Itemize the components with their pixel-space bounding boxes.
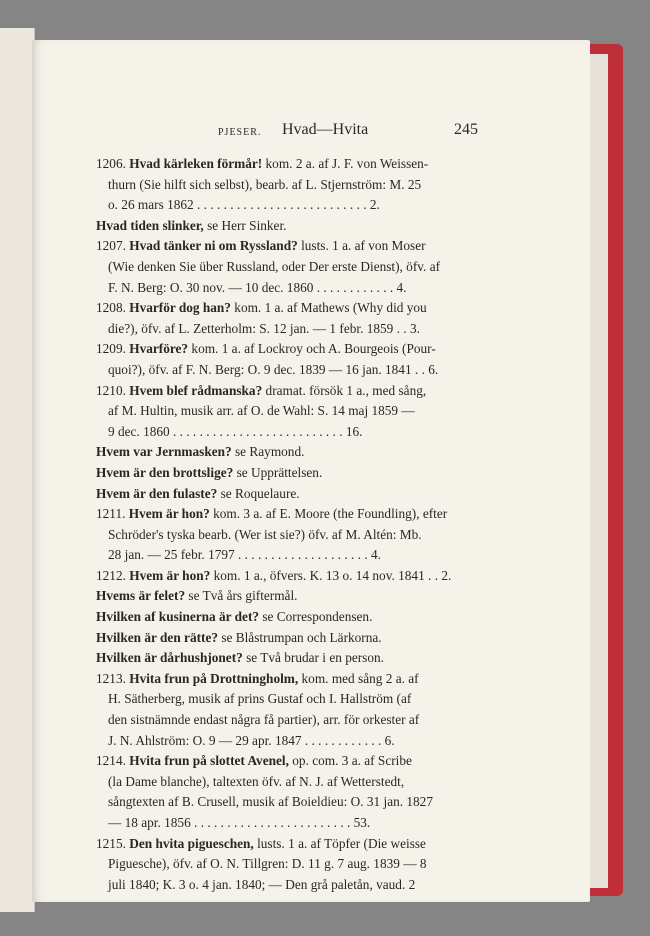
entry-title-line: 1206. Hvad kärleken förmår! kom. 2 a. af J. F. von Weissen- xyxy=(96,156,429,171)
entry-continuation-line: Schröder's tyska bearb. (Wer ist sie?) öfv. af M. Altén: Mb. xyxy=(108,526,422,542)
entry-title-line: 1207. Hvad tänker ni om Ryssland? lusts. 1 a. af von Moser xyxy=(96,238,426,254)
entry xyxy=(96,381,474,443)
entry-continuation-line: — 18 apr. 1856 . . . . . . . . . . . . . . . . . . . . . . . . 53. xyxy=(108,815,371,830)
entry xyxy=(96,236,474,298)
entry-continuation-line: 9 dec. 1860 . . . . . . . . . . . . . . . . . . . . . . . . . . 16. xyxy=(108,423,363,439)
entry-continuation-line: Piguesche), öfv. af O. N. Tillgren: D. 11 g. 7 aug. 1839 — 8 xyxy=(108,856,427,872)
page-number: 245 xyxy=(454,121,478,138)
entry-continuation-line: af M. Hultin, musik arr. af O. de Wahl: S. 14 maj 1859 — xyxy=(108,403,415,419)
entry-continuation-line: o. 26 mars 1862 . . . . . . . . . . . . . . . . . . . . . . . . . . 2. xyxy=(108,197,380,213)
entry-continuation-line: quoi?), öfv. af F. N. Berg: O. 9 dec. 1839 — 16 jan. 1841 . . 6. xyxy=(108,361,439,377)
entry-title-line: Hvem var Jernmasken? se Raymond. xyxy=(96,444,305,460)
entry xyxy=(96,628,474,649)
entry-title-line: Hvilken är dårhushjonet? se Två brudar i en person. xyxy=(96,650,384,666)
entry-list xyxy=(96,154,474,895)
entry-title-line: 1208. Hvarför dog han? kom. 1 a. af Mathews (Why did you xyxy=(96,300,427,316)
entry-title-line: 1213. Hvita frun på Drottningholm, kom. med sång 2 a. af xyxy=(96,670,419,686)
entry-title-line: Hvem är den fulaste? se Roquelaure. xyxy=(96,485,300,501)
entry-continuation-line: thurn (Sie hilft sich selbst), bearb. af L. Stjernström: M. 25 xyxy=(108,176,422,192)
entry-title-line: 1210. Hvem blef rådmanska? dramat. försök 1 a., med sång, xyxy=(96,382,427,398)
entry-title-line: 1211. Hvem är hon? kom. 3 a. af E. Moore (the Foundling), efter xyxy=(96,506,448,522)
entry xyxy=(96,339,474,380)
entry-continuation-line: den sistnämnde endast några få partier), arr. för orkester af xyxy=(108,712,420,728)
entry xyxy=(96,484,474,505)
header-title: Hvad—Hvita xyxy=(282,121,369,138)
header-section: PJESER. xyxy=(218,127,262,138)
entry-continuation-line: 28 jan. — 25 febr. 1797 . . . . . . . . . . . . . . . . . . . . 4. xyxy=(108,547,381,563)
entry-title-line: 1209. Hvarföre? kom. 1 a. af Lockroy och A. Bourgeois (Pour- xyxy=(96,341,436,357)
running-header xyxy=(218,121,478,143)
entry xyxy=(96,442,474,463)
entry-title-line: 1214. Hvita frun på slottet Avenel, op. com. 3 a. af Scribe xyxy=(96,753,412,769)
entry-title-line: 1212. Hvem är hon? kom. 1 a., öfvers. K. 13 o. 14 nov. 1841 . . 2. xyxy=(96,567,452,583)
entry-title-line: Hvem är den brottslige? se Upprättelsen. xyxy=(96,464,323,480)
entry xyxy=(96,751,474,833)
entry-continuation-line: F. N. Berg: O. 30 nov. — 10 dec. 1860 . . . . . . . . . . . . 4. xyxy=(108,279,407,295)
entry-continuation-line: H. Sätherberg, musik af prins Gustaf och I. Hallström (af xyxy=(108,691,412,707)
entry-continuation-line: (la Dame blanche), taltexten öfv. af N. J. af Wetterstedt, xyxy=(108,773,405,789)
entry-continuation-line: sångtexten af B. Crusell, musik af Boieldieu: O. 31 jan. 1827 xyxy=(108,794,433,810)
entry-title-line: 1215. Den hvita pigueschen, lusts. 1 a. af Töpfer (Die weisse xyxy=(96,835,426,851)
entry-continuation-line: die?), öfv. af L. Zetterholm: S. 12 jan. — 1 febr. 1859 . . 3. xyxy=(108,320,420,336)
entry-title-line: Hvems är felet? se Två års giftermål. xyxy=(96,588,298,604)
entry xyxy=(96,648,474,669)
left-page-edge xyxy=(0,28,35,912)
entry-title-line: Hvilken är den rätte? se Blåstrumpan och Lärkorna. xyxy=(96,629,382,645)
entry xyxy=(96,216,474,237)
entry-continuation-line: (Wie denken Sie über Russland, oder Der erste Dienst), öfv. af xyxy=(108,258,441,274)
entry-continuation-line: J. N. Ahlström: O. 9 — 29 apr. 1847 . . . . . . . . . . . . 6. xyxy=(108,732,395,748)
entry xyxy=(96,566,474,587)
entry xyxy=(96,504,474,566)
entry xyxy=(96,669,474,751)
entry-title-line: Hvad tiden slinker, se Herr Sinker. xyxy=(96,217,287,233)
entry xyxy=(96,586,474,607)
entry xyxy=(96,463,474,484)
entry-title-line: Hvilken af kusinerna är det? se Correspondensen. xyxy=(96,609,373,625)
entry xyxy=(96,834,474,896)
entry xyxy=(96,154,474,216)
entry xyxy=(96,298,474,339)
entry xyxy=(96,607,474,628)
entry-continuation-line: juli 1840; K. 3 o. 4 jan. 1840; — Den grå paletån, vaud. 2 xyxy=(108,876,416,892)
